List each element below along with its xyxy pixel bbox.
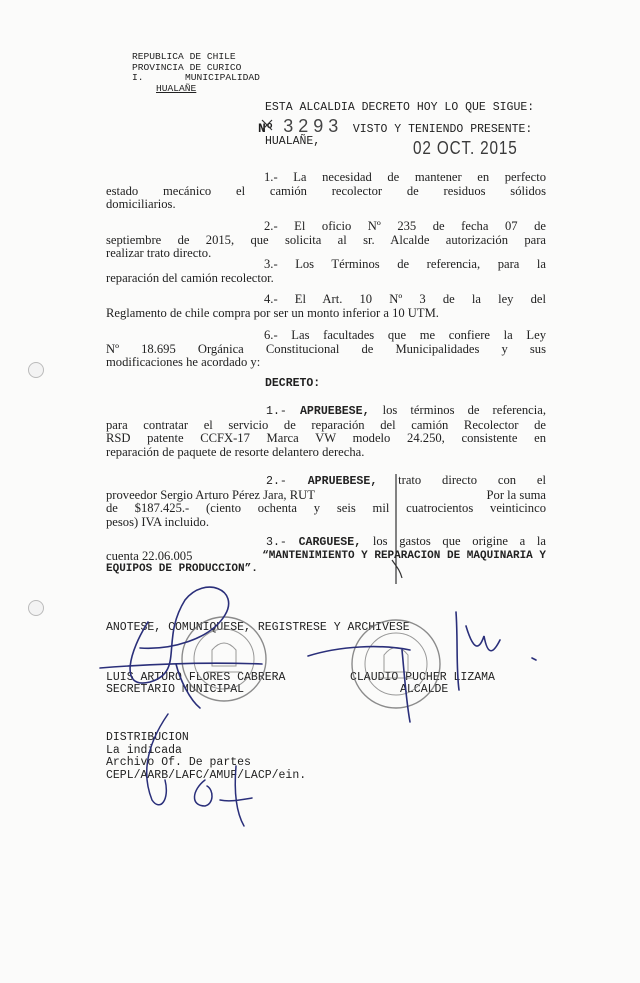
decree-number: 3293 <box>283 116 344 136</box>
resolution-2-provider: proveedor Sergio Arturo Pérez Jara, RUT <box>106 487 315 502</box>
resolution-2-number: 2.- <box>266 475 287 488</box>
consideration-1-last: domiciliarios. <box>106 197 176 212</box>
resolution-1-keyword: APRUEBESE, <box>299 405 370 418</box>
resolution-2-last: pesos) IVA incluido. <box>106 514 209 529</box>
municipal-seal-left <box>182 617 266 701</box>
signature-secretary <box>100 587 262 708</box>
decree-number-prefix: Nº <box>258 121 274 136</box>
letterhead-prefix: I. <box>132 72 144 83</box>
decreto-title: DECRETO: <box>265 377 321 390</box>
consideration-1-lead: 1.- La necesidad de mantener en perfecto <box>264 170 546 184</box>
letterhead-municipality-label: MUNICIPALIDAD <box>185 72 260 83</box>
handwritten-strokes <box>262 120 402 584</box>
resolution-3-number: 3.- <box>266 536 287 549</box>
letterhead-republic: REPUBLICA DE CHILE <box>132 51 236 62</box>
consideration-4-last: Reglamento de chile compra por ser un monto inferior a 10 UTM. <box>106 305 439 320</box>
resolution-3-account: cuenta 22.06.005 <box>106 548 193 563</box>
resolution-1-line-1: para contratar el servicio de reparación del camión Recolector de <box>106 417 546 432</box>
resolution-3-last: EQUIPOS DE PRODUCCION”. <box>106 563 258 576</box>
consideration-2-last: realizar trato directo. <box>106 246 212 261</box>
distribution-title: DISTRIBUCION <box>106 731 189 744</box>
consideration-6-lead: 6.- Las facultades que me confiere la Ley <box>264 328 546 342</box>
resolution-3-keyword: CARGUESE, <box>298 536 362 549</box>
letterhead-town: HUALAÑE <box>156 82 197 94</box>
resolution-1-number: 1.- <box>266 405 287 418</box>
place-label: HUALAÑE, <box>265 135 321 148</box>
distribution-item-2: Archivo Of. De partes <box>106 756 251 770</box>
visto-line: VISTO Y TENIENDO PRESENTE: <box>352 123 533 136</box>
resolution-3-account-name: “MANTENIMIENTO Y REPARACION DE MAQUINARIA Y <box>262 549 546 562</box>
consideration-2-line: septiembre de 2015, que solicita al sr. Alcalde autorización para <box>106 232 546 247</box>
distribution-item-3: CEPL/AARB/LAFC/AMUF/LACP/ein. <box>106 768 307 782</box>
municipal-seal-right <box>352 620 440 708</box>
resolution-2-amount-label: Por la suma <box>486 487 546 502</box>
consideration-6-last: modificaciones he acordado y: <box>106 355 261 370</box>
consideration-2-lead: 2.- El oficio Nº 235 de fecha 07 de <box>264 219 546 233</box>
consideration-6-line: Nº 18.695 Orgánica Constitucional de Municipalidades y sus <box>106 341 546 356</box>
resolution-2-line-3: de $187.425.- (ciento ochenta y seis mil cuatrocientos veinticinco <box>106 501 546 516</box>
distribution-initials <box>147 714 252 826</box>
resolution-2-keyword: APRUEBESE, <box>307 475 378 488</box>
resolution-1-line-2: RSD patente CCFX-17 Marca VW modelo 24.250, consistente en <box>106 431 546 446</box>
resolution-1-rest: los términos de referencia, <box>382 403 547 417</box>
decree-line: ESTA ALCALDIA DECRETO HOY LO QUE SIGUE: <box>265 101 535 114</box>
consideration-4-lead: 4.- El Art. 10 Nº 3 de la ley del <box>264 292 546 306</box>
consideration-3-lead: 3.- Los Términos de referencia, para la <box>264 257 546 271</box>
distribution-item-1: La indicada <box>106 743 182 757</box>
consideration-1-line: estado mecánico el camión recolector de residuos sólidos <box>106 183 546 198</box>
right-signatory-title: ALCALDE <box>400 683 449 696</box>
date-stamp: 02 OCT. 2015 <box>413 138 518 158</box>
closing-line: ANOTESE, COMUNIQUESE, REGISTRESE Y ARCHIVESE <box>106 621 410 634</box>
resolution-3-rest: los gastos que origine a la <box>372 534 546 548</box>
letterhead-province: PROVINCIA DE CURICO <box>132 61 242 73</box>
resolution-1-last: reparación de paquete de resorte delantero derecha. <box>106 444 365 459</box>
consideration-3-last: reparación del camión recolector. <box>106 270 274 285</box>
right-signatory-name: CLAUDIO PUCHER LIZAMA <box>350 671 495 684</box>
resolution-2-rest: trato directo con el <box>398 473 546 487</box>
left-signatory-name: LUIS ARTURO FLORES CABRERA <box>106 671 286 684</box>
left-signatory-title: SECRETARIO MUNICIPAL <box>106 683 245 696</box>
